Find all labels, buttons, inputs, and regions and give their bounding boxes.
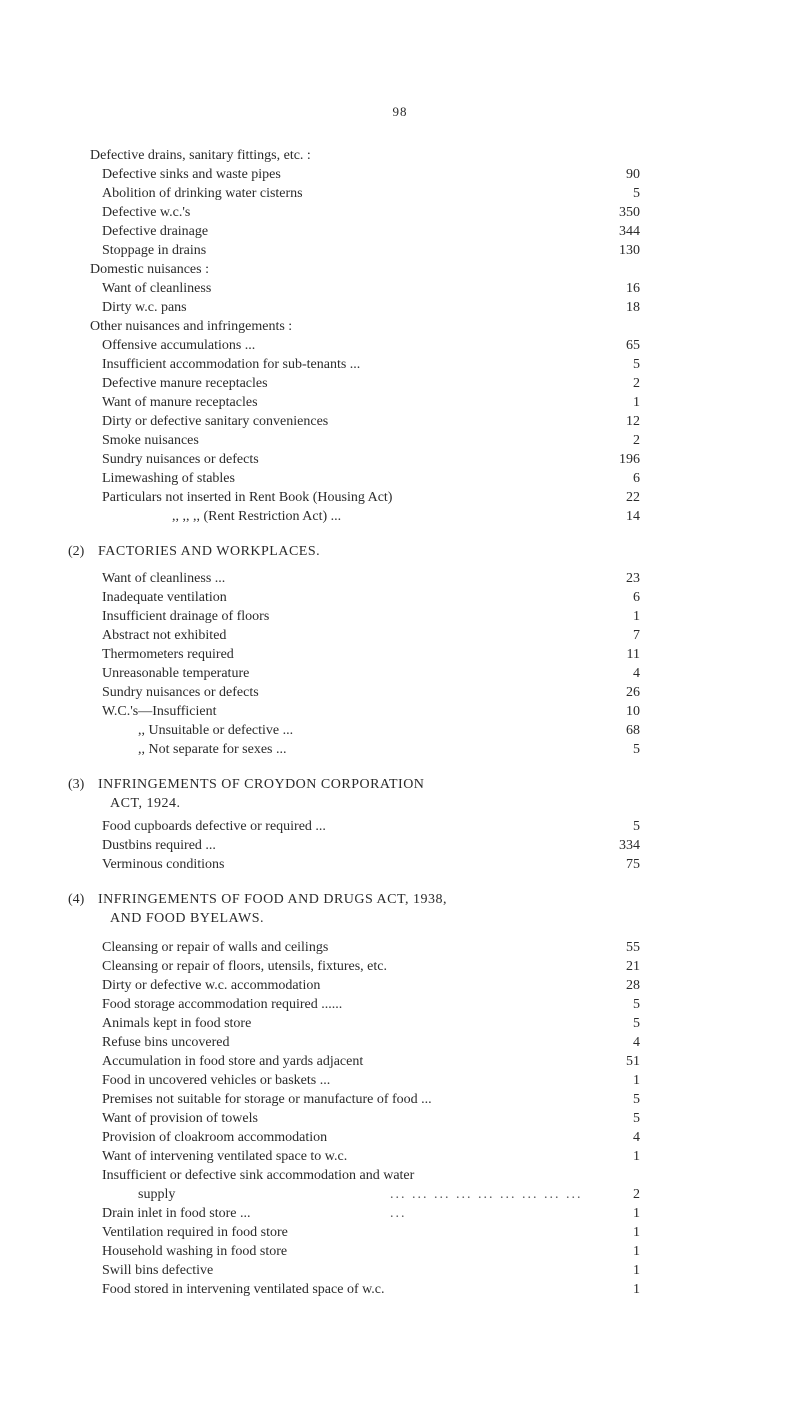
- list-item: [90, 279, 640, 298]
- item-value: 1: [633, 1225, 640, 1240]
- item-label: Want of provision of towels: [102, 1111, 258, 1126]
- item-label: Dirty or defective w.c. accommodation: [102, 978, 321, 993]
- section-2-number: (2): [68, 544, 85, 559]
- item-label: Food stored in intervening ventilated space of w.c.: [102, 1282, 385, 1297]
- item-label: Want of cleanliness: [102, 281, 212, 296]
- item-value: 1: [633, 1073, 640, 1088]
- item-label: Refuse bins uncovered: [102, 1035, 230, 1050]
- list-item: [90, 1223, 640, 1242]
- item-value: 7: [633, 628, 640, 643]
- list-item: [90, 1204, 640, 1223]
- item-value: 5: [633, 1016, 640, 1031]
- item-label: Dirty or defective sanitary conveniences: [102, 414, 329, 429]
- item-label: Particulars not inserted in Rent Book (Housing Act): [102, 490, 393, 505]
- section-3-heading: [68, 775, 640, 813]
- item-value: 16: [626, 281, 640, 296]
- item-value: 55: [626, 940, 640, 955]
- list-item: [90, 836, 640, 855]
- item-label: Household washing in food store: [102, 1244, 288, 1259]
- item-value: 26: [626, 685, 640, 700]
- item-label: Food storage accommodation required ......: [102, 997, 343, 1012]
- list-item: [90, 241, 640, 260]
- item-label: Food in uncovered vehicles or baskets ...: [102, 1073, 331, 1088]
- item-value: 1: [633, 1149, 640, 1164]
- page-number: 98: [392, 104, 408, 119]
- item-label: Premises not suitable for storage or manufacture of food ...: [102, 1092, 432, 1107]
- ditto-row: [90, 507, 640, 526]
- list-item: [90, 740, 640, 759]
- section-3-number: (3): [68, 777, 85, 792]
- section-4-number: (4): [68, 892, 85, 907]
- item-value: 5: [633, 357, 640, 372]
- item-label: ,, Unsuitable or defective ...: [138, 723, 294, 738]
- ditto-value: 14: [626, 509, 640, 524]
- ditto-label: ,, ,, ,, (Rent Restriction Act) ...: [172, 509, 342, 524]
- other-heading: Other nuisances and infringements :: [90, 319, 293, 334]
- section-2-list: [90, 569, 640, 721]
- list-item: [90, 1128, 640, 1147]
- list-item: [90, 1071, 640, 1090]
- item-value: 344: [619, 224, 640, 239]
- item-label: Want of cleanliness ...: [102, 571, 226, 586]
- item-label: Animals kept in food store: [102, 1016, 252, 1031]
- item-value: 5: [633, 1092, 640, 1107]
- sink-supply-value: 2: [633, 1187, 640, 1202]
- item-value: 1: [633, 1244, 640, 1259]
- list-item: [90, 626, 640, 645]
- section-4-list-a: [90, 938, 640, 1166]
- item-value: 22: [626, 490, 640, 505]
- item-label: Defective w.c.'s: [102, 205, 191, 220]
- item-value: 5: [633, 819, 640, 834]
- item-label: Dustbins required ...: [102, 838, 216, 853]
- item-label: Food cupboards defective or required ...: [102, 819, 326, 834]
- list-item: [90, 1014, 640, 1033]
- item-value: 12: [626, 414, 640, 429]
- sink-supply-label-line2: supply: [138, 1187, 176, 1202]
- item-value: 65: [626, 338, 640, 353]
- drains-heading: Defective drains, sanitary fittings, etc. :: [90, 148, 311, 163]
- item-value: 334: [619, 838, 640, 853]
- list-item: [90, 336, 640, 355]
- item-label: Limewashing of stables: [102, 471, 235, 486]
- item-value: 21: [626, 959, 640, 974]
- list-item: [90, 355, 640, 374]
- item-label: Provision of cloakroom accommodation: [102, 1130, 328, 1145]
- item-label: Cleansing or repair of floors, utensils, fixtures, etc.: [102, 959, 387, 974]
- list-item: [90, 165, 640, 184]
- section-2-sublist: [90, 721, 640, 759]
- item-label: Drain inlet in food store ...: [102, 1206, 251, 1221]
- section-2-heading: [68, 542, 640, 561]
- list-item: [90, 569, 640, 588]
- list-item: [90, 488, 640, 507]
- list-item: [90, 1242, 640, 1261]
- section-2-title: FACTORIES AND WORKPLACES.: [98, 544, 321, 559]
- item-value: 68: [626, 723, 640, 738]
- list-item: [90, 374, 640, 393]
- item-label: Verminous conditions: [102, 857, 225, 872]
- item-value: 10: [626, 704, 640, 719]
- item-value: 1: [633, 609, 640, 624]
- item-value: 90: [626, 167, 640, 182]
- list-item: [90, 938, 640, 957]
- list-item: [90, 1147, 640, 1166]
- item-label: Want of intervening ventilated space to w.c.: [102, 1149, 348, 1164]
- list-item: [90, 1033, 640, 1052]
- domestic-list: [90, 279, 640, 317]
- item-label: Dirty w.c. pans: [102, 300, 187, 315]
- item-label: Stoppage in drains: [102, 243, 207, 258]
- list-item: [90, 607, 640, 626]
- item-value: 1: [633, 1206, 640, 1221]
- section-3-title-line2: ACT, 1924.: [110, 796, 181, 811]
- item-value: 2: [633, 376, 640, 391]
- item-label: Inadequate ventilation: [102, 590, 227, 605]
- item-value: 5: [633, 742, 640, 757]
- item-label: Unreasonable temperature: [102, 666, 250, 681]
- list-item: [90, 817, 640, 836]
- item-label: Defective drainage: [102, 224, 209, 239]
- list-item: [90, 702, 640, 721]
- item-label: Abolition of drinking water cisterns: [102, 186, 303, 201]
- list-item: [90, 957, 640, 976]
- section-3-title-line1: INFRINGEMENTS OF CROYDON CORPORATION: [98, 777, 425, 792]
- item-label: Cleansing or repair of walls and ceilings: [102, 940, 329, 955]
- item-value: 2: [633, 433, 640, 448]
- item-label: Smoke nuisances: [102, 433, 199, 448]
- section-4-title-line2: AND FOOD BYELAWS.: [110, 911, 264, 926]
- domestic-heading: Domestic nuisances :: [90, 262, 209, 277]
- list-item: [90, 393, 640, 412]
- list-item: [90, 298, 640, 317]
- drains-list: [90, 165, 640, 260]
- list-item: [90, 588, 640, 607]
- leader-dots: ... ... ... ... ... ... ... ... ... ...: [390, 1187, 583, 1221]
- other-list: [90, 336, 640, 507]
- list-item: [90, 1109, 640, 1128]
- item-value: 28: [626, 978, 640, 993]
- list-item: [90, 645, 640, 664]
- item-value: 350: [619, 205, 640, 220]
- item-value: 5: [633, 1111, 640, 1126]
- item-value: 11: [626, 647, 640, 662]
- item-value: 1: [633, 395, 640, 410]
- list-item: [90, 222, 640, 241]
- item-value: 196: [619, 452, 640, 467]
- item-value: 4: [633, 666, 640, 681]
- section-4-title-line1: INFRINGEMENTS OF FOOD AND DRUGS ACT, 1938,: [98, 892, 447, 907]
- item-label: Defective sinks and waste pipes: [102, 167, 281, 182]
- item-label: Thermometers required: [102, 647, 234, 662]
- sink-supply-label-line1: Insufficient or defective sink accommodation and water: [102, 1168, 415, 1183]
- item-value: 5: [633, 997, 640, 1012]
- item-value: 5: [633, 186, 640, 201]
- list-item: [90, 203, 640, 222]
- section-4-heading: [68, 890, 640, 928]
- item-label: Offensive accumulations ...: [102, 338, 256, 353]
- list-item: [90, 1090, 640, 1109]
- item-label: Accumulation in food store and yards adjacent: [102, 1054, 364, 1069]
- item-label: Defective manure receptacles: [102, 376, 268, 391]
- list-item: [90, 1261, 640, 1280]
- item-value: 6: [633, 471, 640, 486]
- list-item: [90, 450, 640, 469]
- item-label: Want of manure receptacles: [102, 395, 258, 410]
- list-item: [90, 976, 640, 995]
- item-value: 4: [633, 1035, 640, 1050]
- item-label: Abstract not exhibited: [102, 628, 227, 643]
- list-item: [90, 664, 640, 683]
- list-item: [90, 412, 640, 431]
- list-item: [90, 683, 640, 702]
- item-label: W.C.'s—Insufficient: [102, 704, 217, 719]
- item-label: Sundry nuisances or defects: [102, 452, 259, 467]
- item-label: Ventilation required in food store: [102, 1225, 288, 1240]
- item-value: 1: [633, 1282, 640, 1297]
- item-label: Swill bins defective: [102, 1263, 214, 1278]
- list-item: [90, 431, 640, 450]
- item-label: ,, Not separate for sexes ...: [138, 742, 287, 757]
- list-item: [90, 184, 640, 203]
- item-value: 18: [626, 300, 640, 315]
- section-4-list-b: [90, 1204, 640, 1299]
- list-item: [90, 1052, 640, 1071]
- item-label: Insufficient accommodation for sub-tenants ...: [102, 357, 361, 372]
- list-item: [90, 855, 640, 874]
- item-value: 75: [626, 857, 640, 872]
- list-item: [90, 721, 640, 740]
- item-label: Sundry nuisances or defects: [102, 685, 259, 700]
- list-item: [90, 1280, 640, 1299]
- item-value: 130: [619, 243, 640, 258]
- item-value: 1: [633, 1263, 640, 1278]
- item-value: 23: [626, 571, 640, 586]
- item-value: 4: [633, 1130, 640, 1145]
- item-value: 6: [633, 590, 640, 605]
- report-content: [68, 146, 640, 1299]
- list-item: [90, 995, 640, 1014]
- item-label: Insufficient drainage of floors: [102, 609, 270, 624]
- section-3-list: [90, 817, 640, 874]
- list-item: [90, 469, 640, 488]
- item-value: 51: [626, 1054, 640, 1069]
